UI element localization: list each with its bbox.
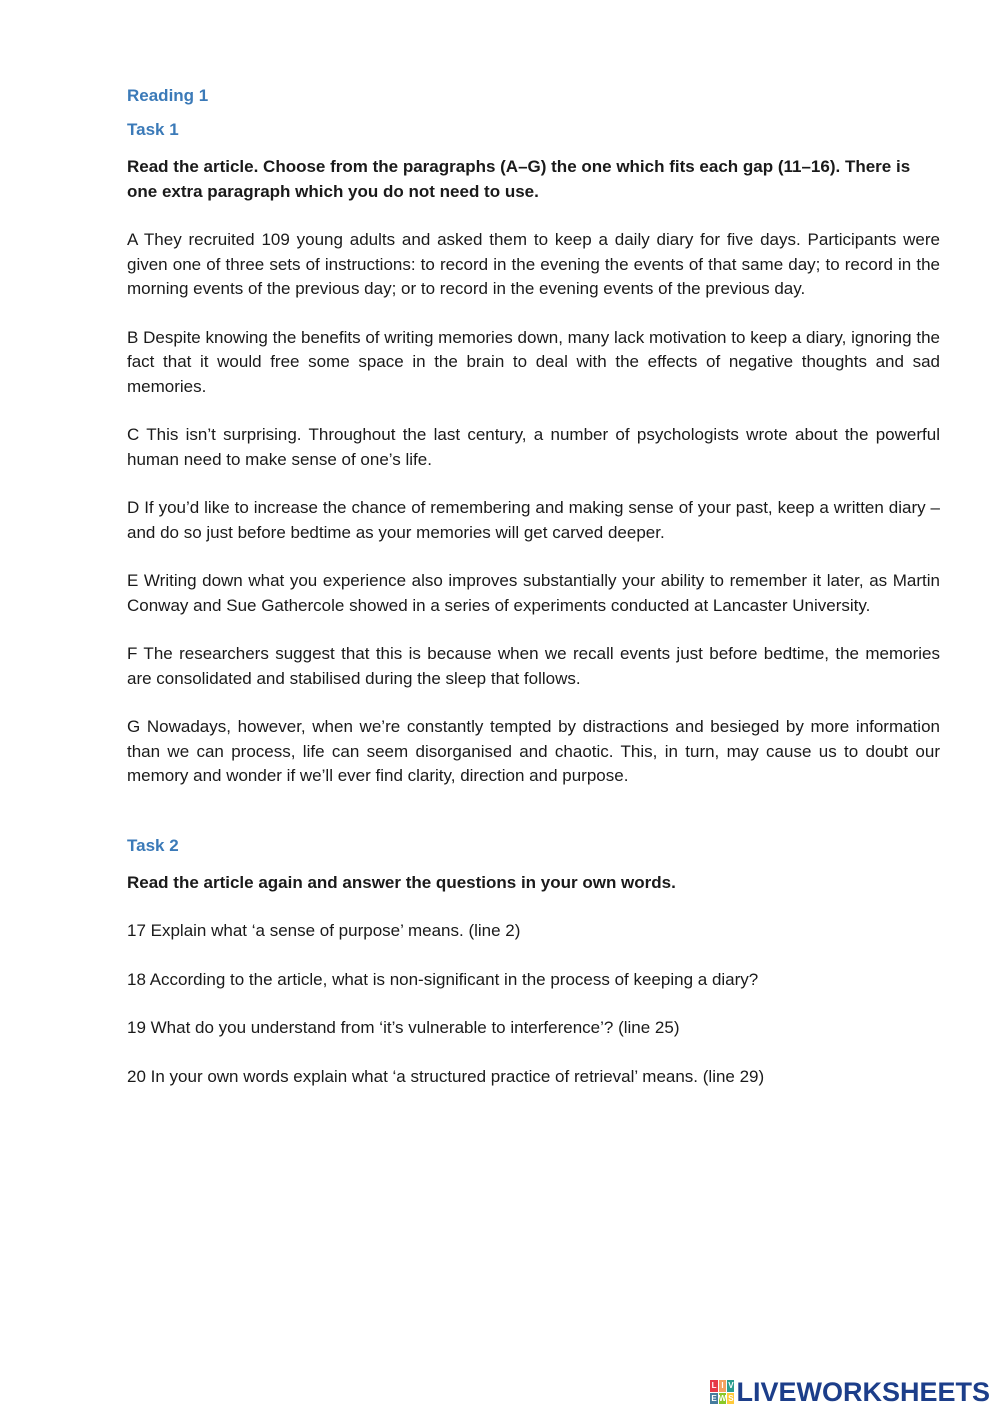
liveworksheets-logo[interactable] xyxy=(710,1378,990,1406)
task2-instruction: Read the article again and answer the questions in your own words. xyxy=(127,872,676,892)
paragraph-c: C This isn’t surprising. Throughout the last century, a number of psychologists wrote about the powerful human need to make sense of one’s life. xyxy=(127,425,940,469)
paragraph-f: F The researchers suggest that this is because when we recall events just before bedtime, the memories are consolidated and stabilised during the sleep that follows. xyxy=(127,644,940,688)
paragraph-b: B Despite knowing the benefits of writing memories down, many lack motivation to keep a diary, ignoring the fact that it would free some space in the brain to deal with the effects of negative thoughts and sad memories. xyxy=(127,327,940,396)
paragraph-d: D If you’d like to increase the chance of remembering and making sense of your past, keep a written diary – and do so just before bedtime as your memories will get carved deeper. xyxy=(127,498,940,542)
paragraph-e: E Writing down what you experience also improves substantially your ability to remember it later, as Martin Conway and Sue Gathercole showed in a series of experiments conducted at Lancaster University. xyxy=(127,571,940,615)
task2-heading: Task 2 xyxy=(127,835,179,855)
task1-instruction: Read the article. Choose from the paragraphs (A–G) the one which fits each gap (11–16). There is one extra paragraph which you do not need to use. xyxy=(127,157,911,201)
reading-heading: Reading 1 xyxy=(127,86,209,105)
question-20: 20 In your own words explain what ‘a structured practice of retrieval’ means. (line 29) xyxy=(127,1066,765,1086)
worksheet-page xyxy=(127,86,940,1113)
question-list xyxy=(127,919,940,1089)
logo-mark-letter: L xyxy=(711,1381,717,1390)
logo-mark-letter: S xyxy=(728,1393,734,1403)
liveworksheets-logo-text: LIVEWORKSHEETS xyxy=(736,1377,990,1407)
logo-mark-letter: I xyxy=(719,1380,727,1392)
logo-mark-letter: V xyxy=(728,1381,734,1390)
task1-heading: Task 1 xyxy=(127,120,179,139)
paragraph-list xyxy=(127,228,940,789)
question-19: 19 What do you understand from ‘it’s vulnerable to interference’? (line 25) xyxy=(127,1018,680,1037)
question-17: 17 Explain what ‘a sense of purpose’ means. (line 2) xyxy=(127,921,521,940)
logo-mark-letter: E xyxy=(711,1393,717,1403)
paragraph-a: A They recruited 109 young adults and asked them to keep a daily diary for five days. Participants were given one of three sets of instructions: to record in the evening the events of that same day; to record in the morning events of the previous day; or to record in the evening events of the previous day. xyxy=(127,230,940,298)
liveworksheets-logo-icon xyxy=(710,1380,734,1404)
question-18: 18 According to the article, what is non-significant in the process of keeping a diary? xyxy=(127,969,759,989)
logo-mark-letter: W xyxy=(718,1393,727,1403)
paragraph-g: G Nowadays, however, when we’re constantly tempted by distractions and besieged by more information than we can process, life can seem disorganised and chaotic. This, in turn, may cause us to doubt our memory and wonder if we’ll ever find clarity, direction and purpose. xyxy=(127,717,940,785)
